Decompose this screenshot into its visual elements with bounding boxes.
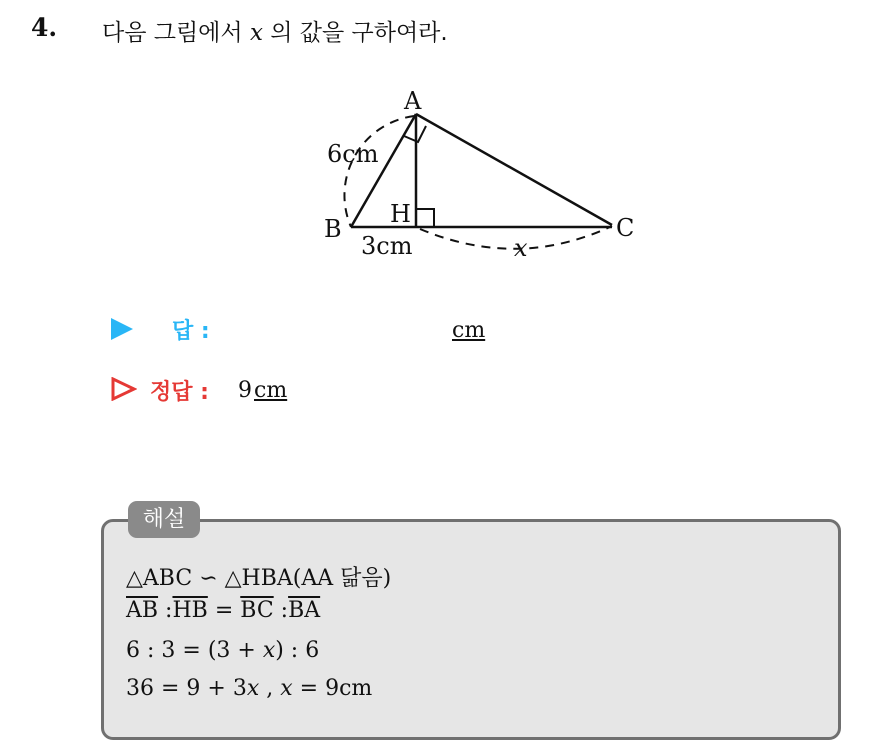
label-b: B <box>324 215 342 243</box>
triangle-figure <box>300 80 660 280</box>
segment-bc: $\overline{BC}$ <box>240 598 274 623</box>
solution-line-3 <box>126 638 319 663</box>
correct-value: 9 <box>238 378 252 403</box>
solution-line-4 <box>126 676 372 701</box>
ratio-sep-1: : <box>158 598 173 623</box>
correct-arrow-icon <box>111 377 137 401</box>
line4-part-3: = 9cm <box>292 676 373 701</box>
ratio-sep-2: : <box>273 598 289 623</box>
question-text-after: 의 값을 구하여라. <box>262 20 448 46</box>
line3-left: 6 : 3 = (3 + <box>126 638 263 663</box>
equals-sign: = <box>207 598 241 623</box>
correct-unit: cm <box>254 378 288 403</box>
correct-label: 정답 : <box>150 380 209 405</box>
solution-box <box>101 519 841 740</box>
line4-variable-1: x <box>246 676 260 701</box>
label-bh-length: 3cm <box>361 232 413 260</box>
line4-part-1: 36 = 9 + 3 <box>126 676 247 701</box>
label-c: C <box>616 214 635 242</box>
question-text <box>102 14 448 47</box>
label-ab-length: 6cm <box>327 140 379 168</box>
answer-arrow-icon <box>111 318 133 340</box>
line3-variable: x <box>262 638 276 663</box>
question-variable: x <box>249 20 263 46</box>
segment-hb: $\overline{HB}$ <box>172 598 208 623</box>
solution-line-2 <box>126 598 320 623</box>
solution-line-1: △ABC ∽ △HBA(AA 닮음) <box>126 566 392 591</box>
label-a: A <box>404 87 422 115</box>
question-text-before: 다음 그림에서 <box>102 20 250 46</box>
segment-ab: $\overline{AB}$ <box>126 598 159 623</box>
right-angle-mark-h <box>416 209 434 227</box>
line3-right: ) : 6 <box>275 638 320 663</box>
solution-tab: 해설 <box>128 501 200 538</box>
side-ac <box>416 114 612 225</box>
correct-answer <box>238 378 287 403</box>
line4-part-2: , <box>259 676 281 701</box>
answer-unit: cm <box>452 318 486 343</box>
line4-variable-2: x <box>280 676 293 701</box>
question-number: 4. <box>31 13 58 42</box>
label-hc-variable: x <box>514 234 528 262</box>
label-h: H <box>390 200 411 228</box>
answer-label: 답 : <box>172 319 210 344</box>
segment-ba: $\overline{BA}$ <box>288 598 321 623</box>
